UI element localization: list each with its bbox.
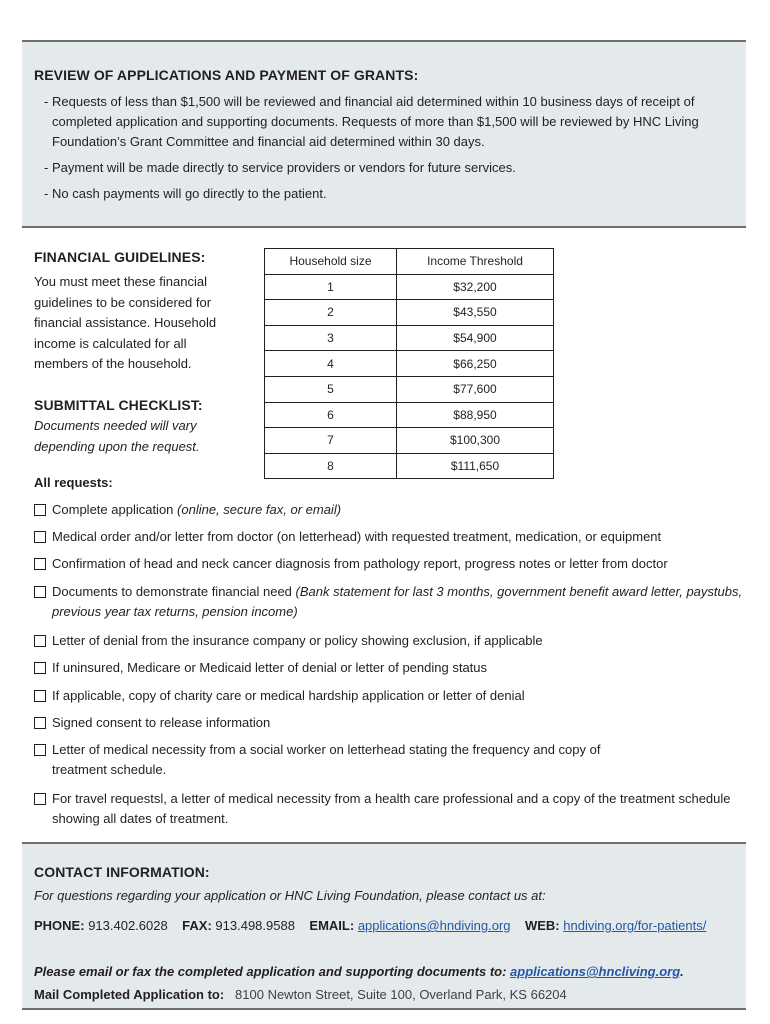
mail-line (34, 985, 567, 1004)
table-header-row (265, 249, 554, 275)
list-item (34, 631, 746, 651)
email-link[interactable]: applications@hndiving.org (357, 918, 511, 933)
household-size-cell: 1 (265, 274, 397, 300)
review-item-timeline: - Requests of less than $1,500 will be reviewed and financial aid determined within 10 business days of receipt of completed application and supporting documents. Requests of more than $1,500 will be reviewed by HNC Living Foundation’s Grant Committee and financial aid determined within 30 days. (44, 92, 704, 152)
household-size-cell: 7 (265, 428, 397, 454)
income-threshold-cell: $66,250 (397, 351, 554, 377)
contact-heading: CONTACT INFORMATION: (34, 864, 210, 880)
contact-details (34, 916, 734, 935)
household-size-cell: 4 (265, 351, 397, 377)
checkbox[interactable] (34, 558, 46, 570)
table-row (265, 274, 554, 300)
income-threshold-table (264, 248, 554, 479)
income-threshold-cell: $77,600 (397, 376, 554, 402)
review-item-payment: - Payment will be made directly to service providers or vendors for future services. (44, 158, 704, 178)
checkbox[interactable] (34, 586, 46, 598)
checklist-item-text: If applicable, copy of charity care or medical hardship application or letter of denial (52, 688, 525, 703)
mail-address: 8100 Newton Street, Suite 100, Overland Park, KS 66204 (235, 987, 567, 1002)
list-item (34, 527, 746, 547)
list-item (34, 686, 746, 706)
checklist-item-text: Medical order and/or letter from doctor (on letterhead) with requested treatment, medication, or equipment (52, 529, 662, 544)
checklist-item-note: (online, secure fax, or email) (177, 502, 342, 517)
checklist-note: Documents needed will vary depending upon the request. (34, 418, 200, 454)
income-threshold-cell: $100,300 (397, 428, 554, 454)
checkbox[interactable] (34, 635, 46, 647)
fax-label: FAX: (182, 918, 212, 933)
table-row (265, 351, 554, 377)
table-row (265, 300, 554, 326)
checklist-item-text: If uninsured, Medicare or Medicaid letter of denial or letter of pending status (52, 660, 488, 675)
financial-heading: FINANCIAL GUIDELINES: (34, 249, 206, 265)
checklist-item-text: Signed consent to release information (52, 715, 271, 730)
checklist-item-text: Letter of denial from the insurance company or policy showing exclusion, if applicable (52, 633, 543, 648)
household-size-cell: 8 (265, 453, 397, 479)
checklist-item-text: Letter of medical necessity from a social worker on letterhead stating the frequency and copy of treatment schedule. (52, 742, 601, 777)
table-row (265, 402, 554, 428)
checkbox[interactable] (34, 531, 46, 543)
household-size-cell: 3 (265, 325, 397, 351)
submit-end: . (680, 964, 684, 979)
checkbox[interactable] (34, 717, 46, 729)
checklist-item-text: Documents to demonstrate financial need (52, 584, 296, 599)
submit-text: Please email or fax the completed application and supporting documents to: (34, 964, 511, 979)
financial-description: You must meet these financial guidelines to be considered for financial assistance. Household income is calculated for all members of the household. (34, 274, 217, 371)
table-row (265, 453, 554, 479)
list-item (34, 713, 746, 733)
list-item (34, 582, 746, 622)
checklist-item-text: For travel requestsl, a letter of medical necessity from a health care professional and a copy of the treatment schedule showing all dates of treatment. (52, 791, 731, 826)
income-threshold-cell: $32,200 (397, 274, 554, 300)
email-label: EMAIL: (309, 918, 355, 933)
income-threshold-cell: $88,950 (397, 402, 554, 428)
submit-email-link[interactable]: applications@hncliving.org (510, 964, 681, 979)
list-item (34, 740, 654, 780)
review-list (44, 92, 704, 210)
list-item (34, 658, 746, 678)
table-row (265, 376, 554, 402)
checkbox[interactable] (34, 744, 46, 756)
checklist-heading: SUBMITTAL CHECKLIST: (34, 397, 203, 413)
checkbox[interactable] (34, 662, 46, 674)
table-row (265, 428, 554, 454)
contact-intro: For questions regarding your application or HNC Living Foundation, please contact us at: (34, 888, 546, 903)
household-size-cell: 5 (265, 376, 397, 402)
list-item (34, 500, 746, 520)
income-threshold-cell: $43,550 (397, 300, 554, 326)
checkbox[interactable] (34, 793, 46, 805)
income-threshold-cell: $54,900 (397, 325, 554, 351)
phone-value: 913.402.6028 (88, 918, 168, 933)
submit-instructions (34, 962, 684, 981)
household-size-cell: 2 (265, 300, 397, 326)
income-threshold-header: Income Threshold (397, 249, 554, 275)
household-size-cell: 6 (265, 402, 397, 428)
list-item (34, 554, 746, 574)
checklist-item-text: Complete application (52, 502, 178, 517)
review-item-no-cash: - No cash payments will go directly to the patient. (44, 184, 704, 204)
web-link[interactable]: hndiving.org/for-patients/ (563, 918, 707, 933)
table-row (265, 325, 554, 351)
list-item (34, 789, 746, 829)
mail-label: Mail Completed Application to: (34, 987, 225, 1002)
phone-label: PHONE: (34, 918, 85, 933)
checklist-item-note: (Bank statement for last 3 months, government benefit award letter, paystubs, previous year tax returns, pension income) (52, 584, 743, 619)
household-size-header: Household size (265, 249, 397, 275)
fax-value: 913.498.9588 (215, 918, 295, 933)
checklist-item-text: Confirmation of head and neck cancer diagnosis from pathology report, progress notes or letter from doctor (52, 556, 668, 571)
web-label: WEB: (524, 918, 560, 933)
checkbox[interactable] (34, 504, 46, 516)
checkbox[interactable] (34, 690, 46, 702)
all-requests-label: All requests: (34, 475, 113, 490)
review-heading: REVIEW OF APPLICATIONS AND PAYMENT OF GRANTS: (34, 67, 419, 83)
income-threshold-cell: $111,650 (397, 453, 554, 479)
